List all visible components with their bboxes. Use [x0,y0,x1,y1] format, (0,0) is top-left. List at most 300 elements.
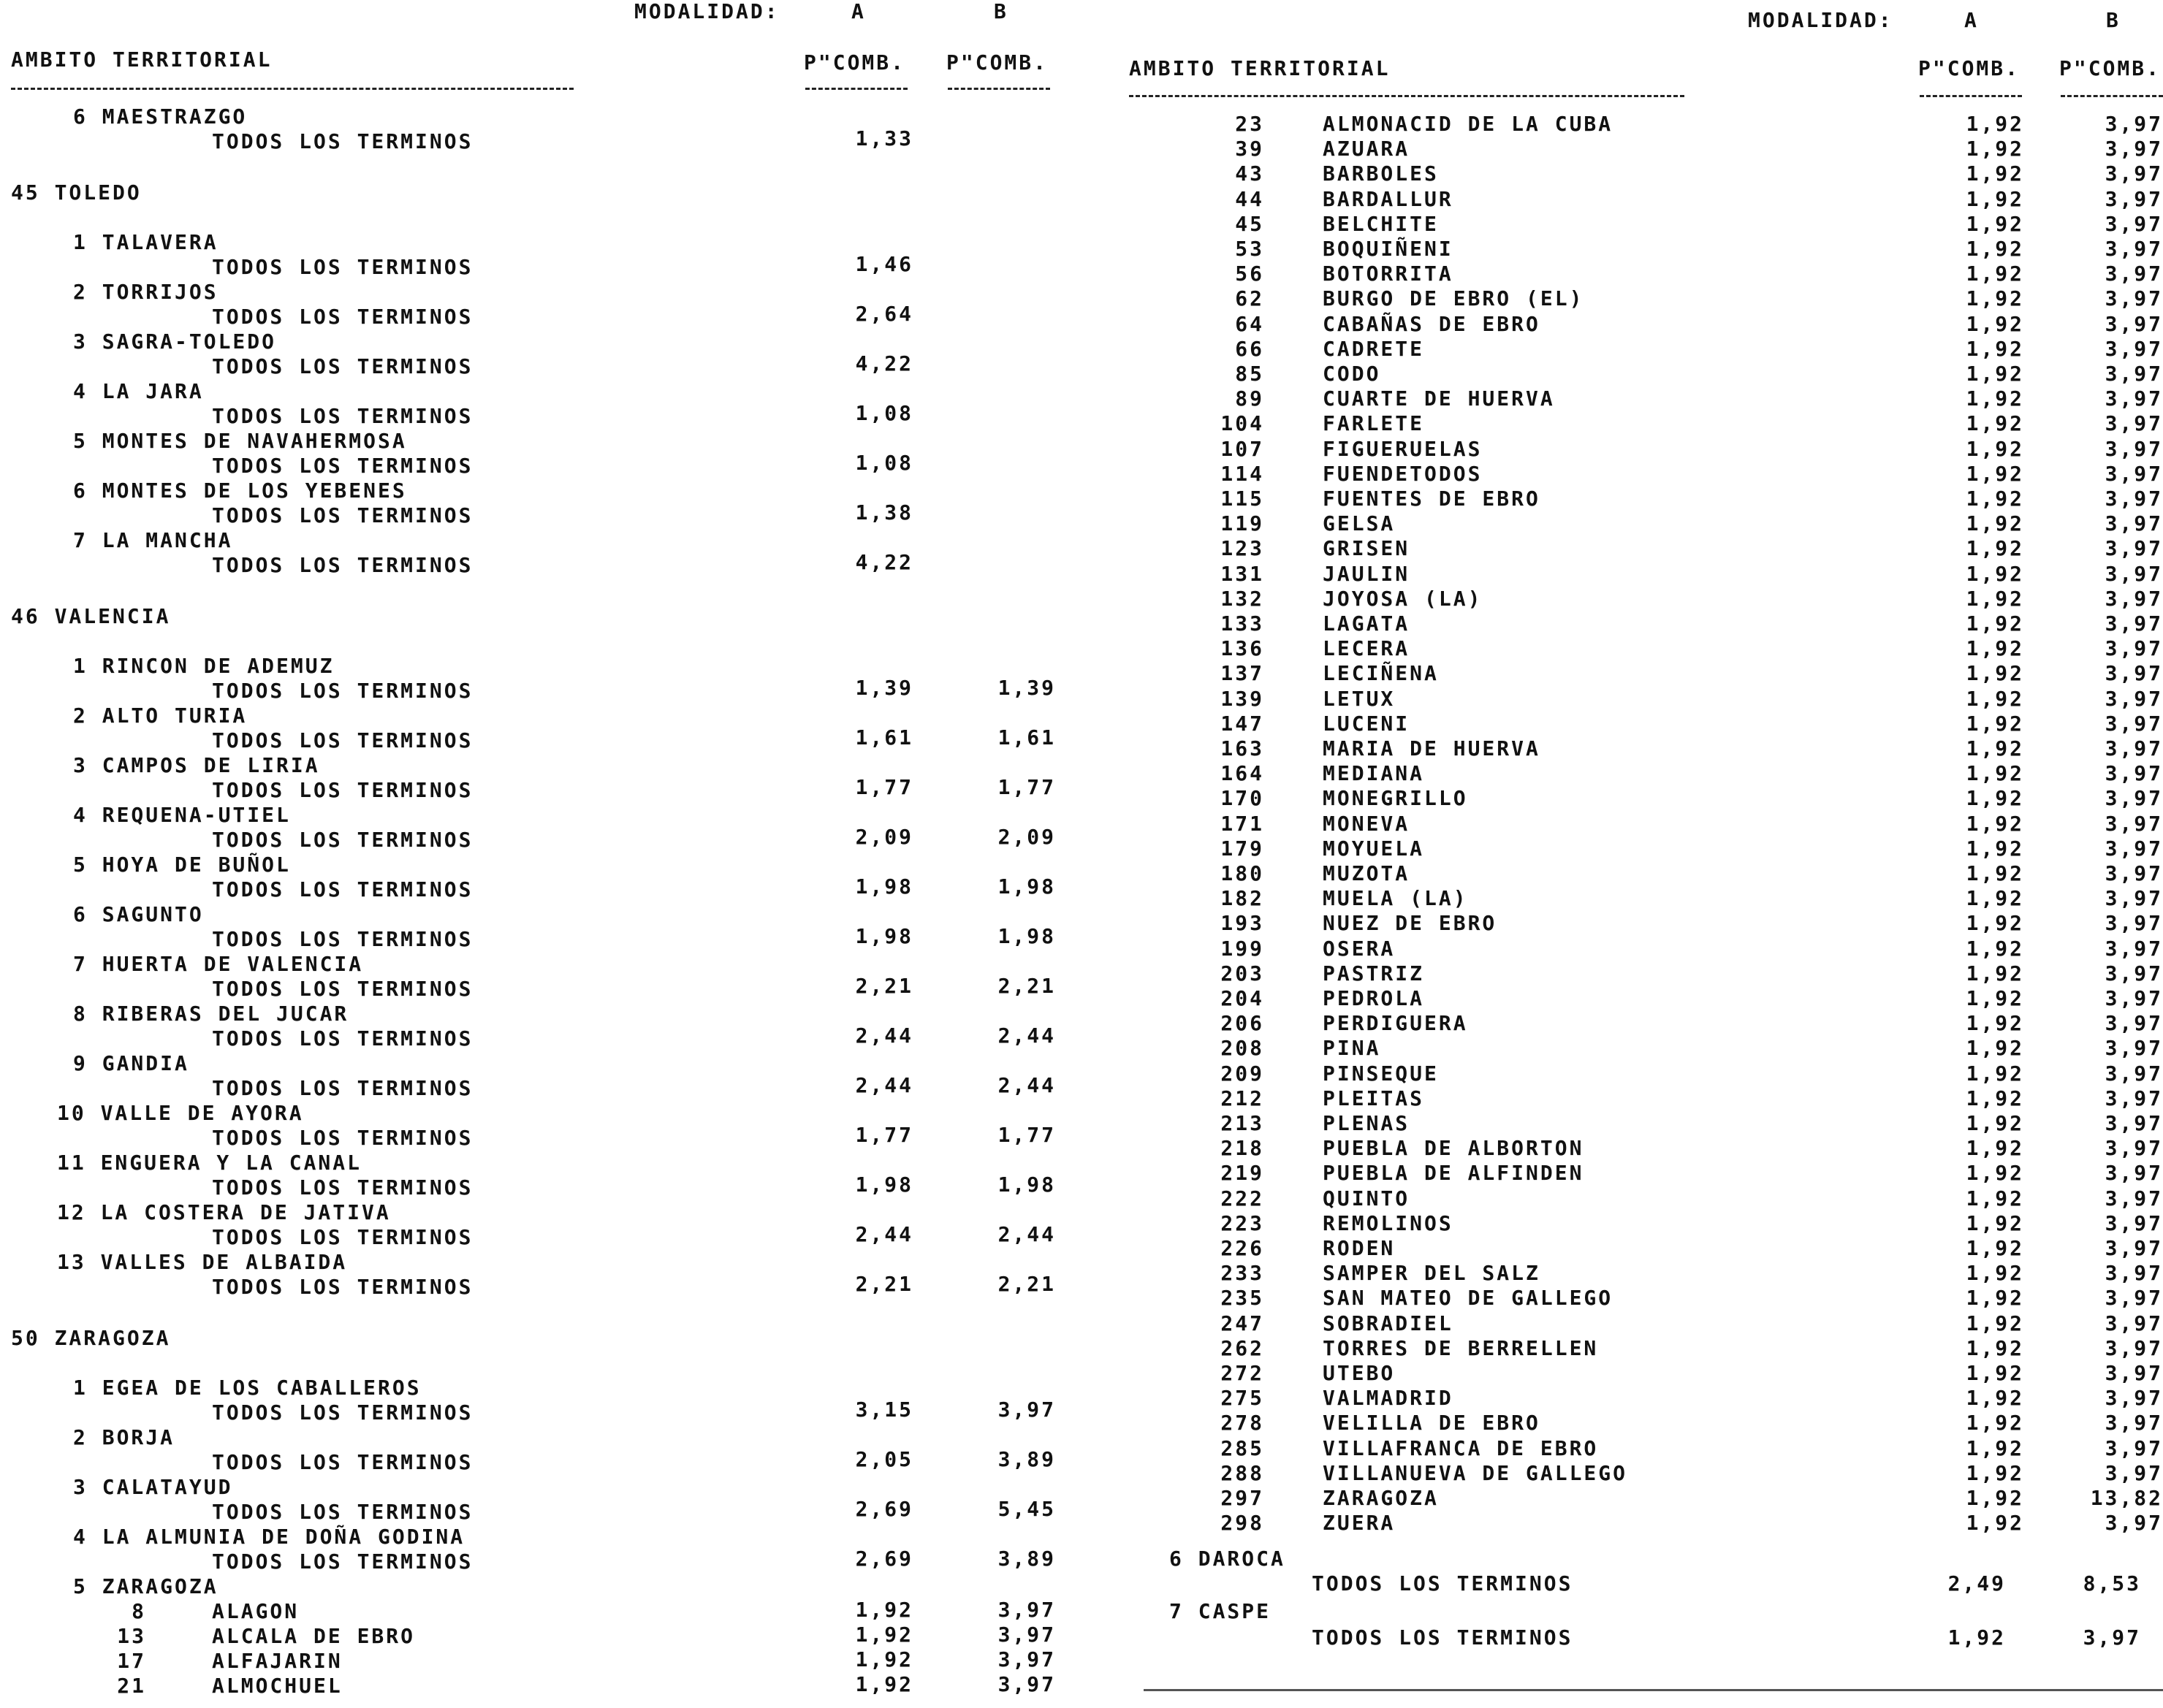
municipality-code: 233 [1220,1261,1264,1285]
value-b: 3,97 [2105,536,2163,560]
page-bottom-rule [1144,1689,2163,1691]
municipality-name: BOTORRITA [1323,262,1453,286]
value-a: 1,92 [1966,1236,2024,1260]
municipality-code: 137 [1220,661,1264,685]
value-a: 1,92 [1966,1411,2024,1435]
municipality-code: 298 [1220,1511,1264,1535]
value-b: 3,97 [2105,1361,2163,1385]
value-b: 3,97 [2105,462,2163,486]
municipality-name: BELCHITE [1323,212,1439,236]
term-label: TODOS LOS TERMINOS [212,679,474,703]
comarca-heading: 1 EGEA DE LOS CABALLEROS [73,1376,422,1400]
term-label: TODOS LOS TERMINOS [212,1126,474,1150]
term-label: TODOS LOS TERMINOS [212,778,474,802]
value-b: 8,53 [2083,1571,2141,1595]
municipality-name: PUEBLA DE ALFINDEN [1323,1161,1584,1185]
value-a: 1,92 [1966,1311,2024,1335]
header-dashed-rule [1129,95,1684,97]
value-b: 3,97 [2105,1261,2163,1285]
value-a: 1,92 [1966,187,2024,211]
term-label: TODOS LOS TERMINOS [212,1400,474,1425]
value-b: 3,97 [2105,736,2163,760]
value-b: 3,97 [2105,212,2163,236]
value-b: 3,97 [2105,587,2163,611]
ambito-territorial-header: AMBITO TERRITORIAL [11,47,273,72]
comarca-heading: 2 TORRIJOS [73,280,218,304]
comarca-heading: 3 SAGRA-TOLEDO [73,329,277,354]
value-a: 1,92 [1966,1161,2024,1185]
value-b: 3,97 [2105,836,2163,861]
municipality-name: FARLETE [1323,411,1425,435]
term-label: TODOS LOS TERMINOS [212,404,474,428]
term-label: TODOS LOS TERMINOS [212,1450,474,1474]
municipality-name: PERDIGUERA [1323,1011,1468,1035]
comarca-heading: 4 REQUENA-UTIEL [73,803,291,827]
term-label: TODOS LOS TERMINOS [212,1500,474,1524]
municipality-code: 119 [1220,511,1264,535]
value-a: 2,64 [855,302,913,326]
value-b: 3,97 [2105,1436,2163,1460]
municipality-code: 212 [1220,1086,1264,1110]
value-a: 2,21 [855,1272,913,1296]
value-b: 1,61 [997,725,1056,750]
value-b: 3,97 [2105,1336,2163,1360]
comarca-heading: 1 TALAVERA [73,230,218,254]
value-a: 1,92 [1966,1136,2024,1160]
municipality-name: MARIA DE HUERVA [1323,736,1540,760]
municipality-code: 107 [1220,437,1264,461]
value-b: 3,97 [2105,187,2163,211]
value-b: 3,97 [2105,1311,2163,1335]
municipality-code: 164 [1220,761,1264,785]
value-a: 1,77 [855,775,913,799]
value-b: 3,97 [2105,961,2163,985]
value-a: 1,92 [1966,161,2024,186]
province-heading: 46 VALENCIA [11,604,171,628]
value-a: 1,92 [1966,736,2024,760]
modalidad-label: MODALIDAD: [634,0,780,23]
value-b: 3,97 [2105,661,2163,685]
modalidad-b-label: B [994,0,1008,23]
municipality-name: MONEGRILLO [1323,786,1468,810]
value-b: 2,44 [997,1023,1056,1048]
municipality-name: NUEZ DE EBRO [1323,911,1497,935]
value-b: 3,97 [2105,112,2163,136]
value-b: 3,97 [2105,1386,2163,1410]
value-a: 1,92 [1966,1086,2024,1110]
municipality-code: 297 [1220,1486,1264,1510]
value-a: 2,05 [855,1447,913,1471]
municipality-code: 62 [1235,286,1264,310]
value-b: 3,97 [2105,511,2163,535]
municipality-name: ALAGON [212,1599,300,1623]
term-label: TODOS LOS TERMINOS [212,977,474,1001]
value-b: 3,97 [2105,611,2163,636]
value-a: 1,92 [1966,137,2024,161]
value-a: 1,92 [1966,562,2024,586]
value-a: 1,92 [1966,1036,2024,1060]
modalidad-label: MODALIDAD: [1748,8,1893,32]
value-a: 2,44 [855,1222,913,1246]
municipality-name: GELSA [1323,511,1396,535]
value-b: 1,98 [997,1173,1056,1197]
comarca-heading: 3 CAMPOS DE LIRIA [73,753,320,777]
value-a: 1,92 [1966,112,2024,136]
value-a: 4,22 [855,351,913,375]
municipality-name: SAMPER DEL SALZ [1323,1261,1540,1285]
municipality-code: 179 [1220,836,1264,861]
value-a: 1,92 [1966,1386,2024,1410]
value-b: 3,97 [2105,237,2163,261]
comarca-heading: 2 ALTO TURIA [73,704,248,728]
value-b: 2,21 [997,1272,1056,1296]
value-b: 1,98 [997,924,1056,948]
term-label: TODOS LOS TERMINOS [212,553,474,577]
value-a: 1,92 [1966,411,2024,435]
value-a: 1,92 [1966,961,2024,985]
municipality-code: 222 [1220,1186,1264,1211]
value-b: 3,97 [2105,687,2163,711]
municipality-code: 235 [1220,1286,1264,1310]
value-b: 1,77 [997,1123,1056,1147]
municipality-name: VILLANUEVA DE GALLEGO [1323,1461,1628,1485]
municipality-code: 66 [1235,337,1264,361]
comarca-heading: 3 CALATAYUD [73,1475,233,1499]
municipality-code: 13 [117,1624,146,1648]
municipality-name: BARDALLUR [1323,187,1453,211]
value-a: 1,92 [1966,687,2024,711]
value-b: 3,97 [2105,937,2163,961]
value-a: 1,92 [1966,611,2024,636]
value-a: 1,92 [1966,487,2024,511]
value-a: 1,08 [855,401,913,425]
value-b: 3,97 [2105,1186,2163,1211]
value-a: 1,92 [1966,861,2024,885]
municipality-name: PLENAS [1323,1111,1410,1135]
value-a: 3,15 [855,1398,913,1422]
header-dashed-rule-a [1920,95,2022,97]
value-a: 1,92 [1966,462,2024,486]
value-b: 3,97 [2105,861,2163,885]
value-a: 1,77 [855,1123,913,1147]
municipality-code: 272 [1220,1361,1264,1385]
term-label: TODOS LOS TERMINOS [1312,1571,1573,1595]
value-b: 3,97 [2105,986,2163,1010]
value-b: 3,97 [2105,1086,2163,1110]
value-b: 3,97 [2105,636,2163,660]
comarca-heading: 6 MAESTRAZGO [73,104,248,129]
value-a: 1,92 [1966,1361,2024,1385]
term-label: TODOS LOS TERMINOS [212,728,474,752]
value-a: 1,92 [1966,312,2024,336]
value-a: 1,92 [1966,1461,2024,1485]
value-b: 3,97 [997,1398,1056,1422]
municipality-code: 223 [1220,1211,1264,1235]
value-a: 1,92 [1966,911,2024,935]
comarca-heading: 12 LA COSTERA DE JATIVA [57,1200,391,1224]
value-b: 3,89 [997,1447,1056,1471]
term-label: TODOS LOS TERMINOS [212,1225,474,1249]
municipality-code: 139 [1220,687,1264,711]
value-b: 3,97 [2105,161,2163,186]
value-b: 3,97 [2105,1461,2163,1485]
value-b: 3,97 [2105,1061,2163,1086]
value-b: 3,97 [2105,1011,2163,1035]
value-a: 1,92 [1966,786,2024,810]
value-a: 1,38 [855,500,913,525]
municipality-code: 17 [117,1649,146,1673]
municipality-code: 163 [1220,736,1264,760]
value-a: 1,92 [1966,986,2024,1010]
value-b: 3,97 [997,1623,1056,1647]
value-a: 1,92 [1966,1436,2024,1460]
municipality-name: ALMONACID DE LA CUBA [1323,112,1613,136]
value-a: 1,92 [1966,1061,2024,1086]
value-b: 1,77 [997,775,1056,799]
value-a: 1,92 [1966,886,2024,910]
comarca-heading: 5 HOYA DE BUÑOL [73,853,291,877]
value-b: 3,97 [2105,886,2163,910]
municipality-name: LETUX [1323,687,1396,711]
municipality-code: 23 [1235,112,1264,136]
municipality-code: 56 [1235,262,1264,286]
municipality-name: PEDROLA [1323,986,1425,1010]
value-b: 2,44 [997,1073,1056,1097]
value-a: 4,22 [855,550,913,574]
value-a: 1,92 [1966,812,2024,836]
municipality-name: VILLAFRANCA DE EBRO [1323,1436,1599,1460]
municipality-code: 8 [132,1599,146,1623]
value-a: 1,92 [1966,587,2024,611]
comarca-heading: 6 MONTES DE LOS YEBENES [73,479,407,503]
value-a: 1,98 [855,1173,913,1197]
municipality-code: 132 [1220,587,1264,611]
municipality-name: UTEBO [1323,1361,1396,1385]
ambito-territorial-header: AMBITO TERRITORIAL [1129,56,1391,80]
municipality-code: 115 [1220,487,1264,511]
municipality-name: PUEBLA DE ALBORTON [1323,1136,1584,1160]
municipality-code: 218 [1220,1136,1264,1160]
value-b: 3,97 [2105,1511,2163,1535]
municipality-code: 208 [1220,1036,1264,1060]
province-heading: 50 ZARAGOZA [11,1326,171,1350]
value-b: 3,97 [2105,1036,2163,1060]
municipality-code: 147 [1220,712,1264,736]
value-a: 1,61 [855,725,913,750]
value-b: 3,97 [2105,312,2163,336]
value-a: 1,92 [855,1598,913,1622]
value-b: 3,97 [2105,286,2163,310]
municipality-code: 104 [1220,411,1264,435]
value-b: 3,97 [2105,812,2163,836]
value-b: 3,97 [2105,1211,2163,1235]
value-b: 3,97 [2105,411,2163,435]
municipality-name: FIGUERUELAS [1323,437,1483,461]
value-a: 2,09 [855,825,913,849]
value-a: 1,92 [1947,1625,2006,1650]
term-label: TODOS LOS TERMINOS [212,828,474,852]
municipality-name: PASTRIZ [1323,961,1425,985]
municipality-name: BURGO DE EBRO (EL) [1323,286,1584,310]
value-a: 1,92 [1966,437,2024,461]
value-b: 3,97 [2105,386,2163,411]
municipality-name: ALMOCHUEL [212,1674,343,1698]
value-a: 1,98 [855,874,913,899]
value-a: 1,08 [855,451,913,475]
value-b: 3,97 [2105,262,2163,286]
value-a: 1,92 [855,1623,913,1647]
value-a: 1,92 [1966,1111,2024,1135]
comarca-heading: 7 LA MANCHA [73,528,233,552]
term-label: TODOS LOS TERMINOS [212,1076,474,1100]
term-label: TODOS LOS TERMINOS [212,1275,474,1299]
municipality-name: QUINTO [1323,1186,1410,1211]
term-label: TODOS LOS TERMINOS [212,503,474,527]
value-a: 1,98 [855,924,913,948]
value-b: 3,97 [997,1647,1056,1671]
modalidad-a-label: A [1964,8,1979,32]
header-dashed-rule-a [805,88,908,90]
value-b: 2,21 [997,974,1056,998]
term-label: TODOS LOS TERMINOS [212,1175,474,1200]
municipality-code: 85 [1235,362,1264,386]
value-b: 3,97 [2105,1411,2163,1435]
pcomb-b-header: P"COMB. [2059,56,2162,80]
header-dashed-rule [11,88,574,90]
value-a: 1,46 [855,252,913,276]
municipality-name: LECERA [1323,636,1410,660]
province-heading: 45 TOLEDO [11,180,142,205]
comarca-heading: 9 GANDIA [73,1051,189,1075]
municipality-name: LAGATA [1323,611,1410,636]
municipality-name: LUCENI [1323,712,1410,736]
value-a: 1,92 [1966,386,2024,411]
value-a: 1,92 [1966,1336,2024,1360]
pcomb-a-header: P"COMB. [804,50,906,75]
comarca-heading: 1 RINCON DE ADEMUZ [73,654,335,678]
municipality-name: PINA [1323,1036,1381,1060]
municipality-code: 180 [1220,861,1264,885]
municipality-code: 182 [1220,886,1264,910]
municipality-name: VALMADRID [1323,1386,1453,1410]
value-a: 1,92 [855,1672,913,1696]
municipality-code: 278 [1220,1411,1264,1435]
value-b: 1,39 [997,676,1056,700]
municipality-name: CODO [1323,362,1381,386]
municipality-name: BOQUIÑENI [1323,237,1453,261]
value-a: 1,92 [1966,511,2024,535]
municipality-code: 45 [1235,212,1264,236]
value-a: 2,69 [855,1547,913,1571]
municipality-name: JOYOSA (LA) [1323,587,1483,611]
comarca-heading: 11 ENGUERA Y LA CANAL [57,1151,362,1175]
value-a: 1,92 [1966,262,2024,286]
value-a: 1,92 [1966,1511,2024,1535]
value-a: 2,44 [855,1073,913,1097]
value-a: 1,33 [855,126,913,150]
municipality-code: 206 [1220,1011,1264,1035]
value-b: 3,97 [2105,911,2163,935]
comarca-heading: 4 LA ALMUNIA DE DOÑA GODINA [73,1525,465,1549]
municipality-name: ALFAJARIN [212,1649,343,1673]
municipality-code: 44 [1235,187,1264,211]
pcomb-a-header: P"COMB. [1918,56,2021,80]
municipality-name: MONEVA [1323,812,1410,836]
value-b: 13,82 [2090,1486,2163,1510]
value-b: 3,97 [997,1598,1056,1622]
value-b: 3,97 [2105,1161,2163,1185]
municipality-code: 53 [1235,237,1264,261]
value-a: 1,92 [1966,536,2024,560]
municipality-name: MEDIANA [1323,761,1425,785]
value-b: 3,97 [2105,1286,2163,1310]
municipality-name: CADRETE [1323,337,1425,361]
value-a: 1,92 [1966,1186,2024,1211]
municipality-code: 203 [1220,961,1264,985]
value-a: 1,92 [1966,761,2024,785]
value-a: 1,92 [1966,937,2024,961]
value-b: 3,97 [2105,487,2163,511]
municipality-name: MUZOTA [1323,861,1410,885]
municipality-name: REMOLINOS [1323,1211,1453,1235]
value-b: 3,97 [2105,1111,2163,1135]
municipality-code: 64 [1235,312,1264,336]
municipality-code: 171 [1220,812,1264,836]
municipality-code: 123 [1220,536,1264,560]
comarca-heading: 6 DAROCA [1169,1547,1285,1571]
municipality-code: 247 [1220,1311,1264,1335]
value-a: 2,21 [855,974,913,998]
municipality-code: 114 [1220,462,1264,486]
value-a: 2,44 [855,1023,913,1048]
comarca-heading: 7 HUERTA DE VALENCIA [73,952,364,976]
value-b: 3,97 [2083,1625,2141,1650]
comarca-heading: 7 CASPE [1169,1599,1271,1623]
value-b: 2,44 [997,1222,1056,1246]
municipality-name: FUENTES DE EBRO [1323,487,1540,511]
value-a: 2,49 [1947,1571,2006,1595]
value-a: 1,92 [1966,1486,2024,1510]
value-a: 1,92 [1966,286,2024,310]
value-a: 1,92 [1966,636,2024,660]
municipality-name: PLEITAS [1323,1086,1425,1110]
municipality-name: SOBRADIEL [1323,1311,1453,1335]
value-a: 1,92 [1966,661,2024,685]
municipality-code: 226 [1220,1236,1264,1260]
municipality-name: ZARAGOZA [1323,1486,1439,1510]
comarca-heading: 5 MONTES DE NAVAHERMOSA [73,429,407,453]
municipality-name: ZUERA [1323,1511,1396,1535]
term-label: TODOS LOS TERMINOS [1312,1625,1573,1650]
municipality-name: CUARTE DE HUERVA [1323,386,1555,411]
municipality-code: 199 [1220,937,1264,961]
value-a: 1,92 [1966,362,2024,386]
value-b: 3,97 [2105,562,2163,586]
comarca-heading: 6 SAGUNTO [73,902,204,926]
term-label: TODOS LOS TERMINOS [212,255,474,279]
municipality-code: 213 [1220,1111,1264,1135]
comarca-heading: 4 LA JARA [73,379,204,403]
municipality-code: 89 [1235,386,1264,411]
modalidad-a-label: A [851,0,866,23]
value-b: 3,97 [2105,437,2163,461]
municipality-name: GRISEN [1323,536,1410,560]
value-b: 3,89 [997,1547,1056,1571]
municipality-code: 43 [1235,161,1264,186]
term-label: TODOS LOS TERMINOS [212,927,474,951]
value-a: 1,92 [1966,337,2024,361]
municipality-code: 193 [1220,911,1264,935]
